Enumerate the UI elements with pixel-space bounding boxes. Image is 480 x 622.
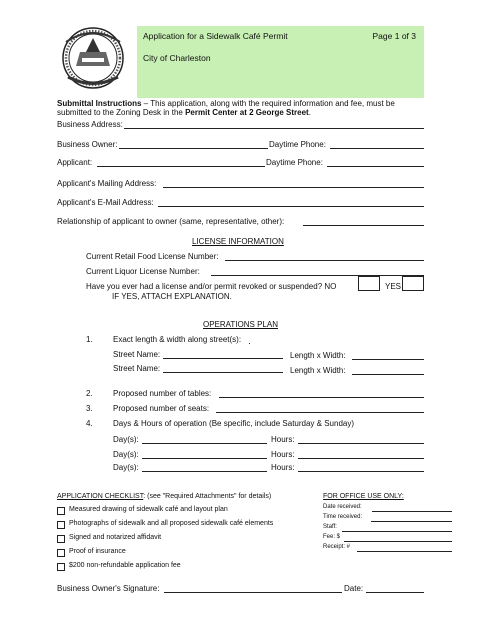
office-use-heading: FOR OFFICE USE ONLY: bbox=[323, 493, 404, 500]
checklist-item-affidavit: Signed and notarized affidavit bbox=[69, 534, 162, 541]
applicant-daytime-phone-field[interactable] bbox=[327, 166, 424, 167]
mailing-address-field[interactable] bbox=[163, 187, 424, 188]
days-field-1[interactable] bbox=[142, 443, 267, 444]
applicant-daytime-phone-label: Daytime Phone: bbox=[266, 158, 323, 167]
office-fee-label: Fee: $ bbox=[323, 534, 341, 540]
checklist-heading-line: APPLICATION CHECKLIST: (see "Required Attachments" for details) bbox=[57, 493, 272, 500]
email-address-label: Applicant's E-Mail Address: bbox=[57, 198, 154, 207]
checklist-checkbox-insurance[interactable] bbox=[57, 549, 65, 557]
license-information-heading: LICENSE INFORMATION bbox=[192, 237, 284, 246]
checklist-checkbox-photos[interactable] bbox=[57, 521, 65, 529]
applicant-label: Applicant: bbox=[57, 158, 93, 167]
header-banner bbox=[137, 26, 424, 98]
signature-date-label: Date: bbox=[344, 584, 364, 593]
owner-daytime-phone-label: Daytime Phone: bbox=[269, 140, 326, 149]
office-staff-label: Staff: bbox=[323, 524, 337, 530]
revoked-yes-label: YES bbox=[385, 282, 402, 291]
length-width-field-1[interactable] bbox=[352, 359, 424, 360]
street-name-field-1[interactable] bbox=[163, 358, 283, 359]
signature-date-field[interactable] bbox=[366, 592, 424, 593]
checklist-item-insurance: Proof of insurance bbox=[69, 548, 126, 555]
checklist-checkbox-fee[interactable] bbox=[57, 563, 65, 571]
hours-label-3: Hours: bbox=[271, 463, 295, 472]
city-seal-logo bbox=[58, 22, 128, 92]
mailing-address-label: Applicant's Mailing Address: bbox=[57, 179, 157, 188]
form-title: Application for a Sidewalk Café Permit bbox=[143, 31, 288, 41]
street-name-field-2[interactable] bbox=[163, 372, 283, 373]
office-staff-field bbox=[342, 531, 452, 532]
length-width-label-1: Length x Width: bbox=[290, 351, 346, 360]
office-receipt-field bbox=[357, 551, 452, 552]
item3-number: 3. bbox=[86, 404, 93, 413]
hours-label-2: Hours: bbox=[271, 450, 295, 459]
seats-field[interactable] bbox=[216, 412, 424, 413]
length-width-label-2: Length x Width: bbox=[290, 366, 346, 375]
checklist-item-drawing: Measured drawing of sidewalk café and layout plan bbox=[69, 506, 228, 513]
item2-number: 2. bbox=[86, 389, 93, 398]
revoked-question: Have you ever had a license and/or permit revoked or suspended? NO bbox=[86, 282, 337, 291]
office-time-received-label: Time received: bbox=[323, 514, 363, 520]
item1-label: Exact length & width along street(s): bbox=[113, 335, 242, 344]
relationship-field[interactable] bbox=[303, 225, 424, 226]
item1-number: 1. bbox=[86, 335, 93, 344]
operations-plan-heading: OPERATIONS PLAN bbox=[203, 320, 278, 329]
office-time-received-field bbox=[371, 521, 452, 522]
checklist-item-photos: Photographs of sidewalk and all proposed sidewalk café elements bbox=[69, 520, 274, 527]
hours-field-1[interactable] bbox=[298, 443, 424, 444]
relationship-label: Relationship of applicant to owner (same, representative, other): bbox=[57, 217, 285, 226]
checklist-checkbox-affidavit[interactable] bbox=[57, 535, 65, 543]
tables-label: Proposed number of tables: bbox=[113, 389, 212, 398]
food-license-label: Current Retail Food License Number: bbox=[86, 252, 219, 261]
length-width-field-2[interactable] bbox=[352, 374, 424, 375]
days-field-2[interactable] bbox=[142, 458, 267, 459]
food-license-field[interactable] bbox=[225, 260, 424, 261]
hours-label-1: Hours: bbox=[271, 435, 295, 444]
liquor-license-label: Current Liquor License Number: bbox=[86, 267, 200, 276]
checklist-item-fee: $200 non-refundable application fee bbox=[69, 562, 181, 569]
business-address-field[interactable] bbox=[124, 128, 424, 129]
seats-label: Proposed number of seats: bbox=[113, 404, 210, 413]
days-label-1: Day(s): bbox=[113, 435, 139, 444]
office-date-received-label: Date received: bbox=[323, 504, 362, 510]
hours-field-2[interactable] bbox=[298, 458, 424, 459]
item4-number: 4. bbox=[86, 419, 93, 428]
checklist-checkbox-drawing[interactable] bbox=[57, 507, 65, 515]
days-label-2: Day(s): bbox=[113, 450, 139, 459]
liquor-license-field[interactable] bbox=[211, 275, 424, 276]
checklist-heading: APPLICATION CHECKLIST bbox=[57, 493, 144, 500]
hours-field-3[interactable] bbox=[298, 471, 424, 472]
days-hours-label: Days & Hours of operation (Be specific, include Saturday & Sunday) bbox=[113, 419, 355, 428]
business-owner-label: Business Owner: bbox=[57, 140, 118, 149]
office-fee-field bbox=[344, 541, 452, 542]
street-name-label-1: Street Name: bbox=[113, 350, 161, 359]
business-owner-field[interactable] bbox=[119, 148, 268, 149]
office-receipt-label: Receipt: # bbox=[323, 544, 351, 550]
submittal-instructions-line2: submitted to the Zoning Desk in the Permit Center at 2 George Street. bbox=[57, 108, 311, 117]
office-date-received-field bbox=[372, 511, 452, 512]
submittal-heading: Submittal Instructions bbox=[57, 99, 142, 108]
street-name-label-2: Street Name: bbox=[113, 364, 161, 373]
page-number: Page 1 of 3 bbox=[372, 31, 416, 41]
email-address-field[interactable] bbox=[158, 206, 424, 207]
signature-field[interactable] bbox=[164, 592, 342, 593]
permit-center-location: Permit Center at 2 George Street bbox=[185, 108, 309, 117]
signature-label: Business Owner's Signature: bbox=[57, 584, 160, 593]
revoked-no-box[interactable] bbox=[358, 276, 380, 291]
revoked-yes-box[interactable] bbox=[402, 276, 424, 291]
city-name: City of Charleston bbox=[143, 53, 211, 63]
business-address-label: Business Address: bbox=[57, 120, 123, 129]
applicant-field[interactable] bbox=[97, 166, 265, 167]
days-field-3[interactable] bbox=[142, 471, 267, 472]
explanation-note: IF YES, ATTACH EXPLANATION. bbox=[112, 292, 232, 301]
submittal-instructions-line1: Submittal Instructions – This application, along with the required information and fee, must be bbox=[57, 99, 395, 108]
tables-field[interactable] bbox=[219, 397, 424, 398]
owner-daytime-phone-field[interactable] bbox=[330, 148, 424, 149]
days-label-3: Day(s): bbox=[113, 463, 139, 472]
